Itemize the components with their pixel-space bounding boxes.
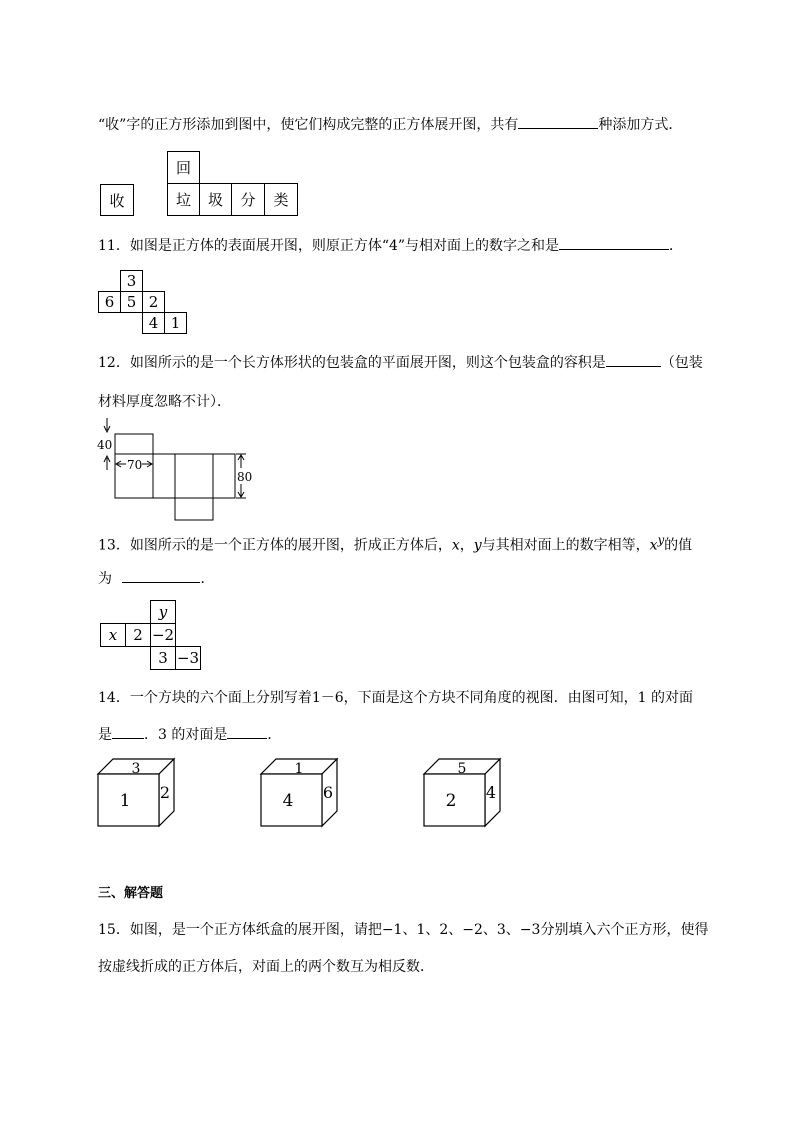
q14-cube-1 <box>97 758 177 830</box>
q14-line2-a: 是 <box>98 727 112 743</box>
q13-cell: 3 <box>150 646 176 670</box>
q11-cell: 6 <box>98 291 121 313</box>
q11-cell: 4 <box>142 312 165 334</box>
q12-net-top-flap <box>115 434 153 454</box>
q13-cell: −3 <box>175 646 201 670</box>
q12-dim-40-label: 40 <box>97 438 113 452</box>
q14-cube-3-top-label: 5 <box>457 761 467 777</box>
q14-answer-blank-2[interactable] <box>227 724 267 739</box>
q10-grid-cell: 垃 <box>167 183 200 216</box>
q13-cell-x-label: x <box>108 626 118 644</box>
q10-answer-blank[interactable] <box>518 114 598 129</box>
q12-answer-blank[interactable] <box>606 352 661 367</box>
q13-power-base: x <box>649 537 658 554</box>
q10-text-b: 种添加方式． <box>598 117 683 133</box>
q12-box-net-figure <box>90 414 270 526</box>
q11-answer-blank[interactable] <box>559 235 669 250</box>
q14-cube-2 <box>260 758 340 830</box>
q12-line2: 材料厚度忽略不计）． <box>98 394 231 410</box>
q13-cell: −2 <box>150 623 176 647</box>
q13-line1-c: 的值 <box>664 537 693 554</box>
q11-cell: 1 <box>164 312 187 334</box>
q13-line1-a: 13．如图所示的是一个正方体的展开图，折成正方体后， <box>98 537 452 554</box>
q11-tail: ． <box>669 238 684 254</box>
q12-dim-80-label: 80 <box>237 470 253 484</box>
q10-grid-cell: 圾 <box>199 183 232 216</box>
q15-line1: 15．如图，是一个正方体纸盒的展开图，请把−1、1、2、−2、3、−3分别填入六个正方形，使得 <box>98 922 709 938</box>
q12-net-face <box>213 454 235 498</box>
q13-power-exp: y <box>657 533 665 547</box>
q14-line2-c: ． <box>267 727 282 743</box>
q10-text <box>98 114 682 135</box>
q14-cube-1-side-label: 2 <box>159 783 171 802</box>
q14-cube-1-front-label: 1 <box>119 791 131 811</box>
q12-net-face <box>153 454 175 498</box>
q11-cell: 5 <box>120 291 143 313</box>
section-heading: 三、解答题 <box>98 886 164 901</box>
q13-answer-blank[interactable] <box>122 568 200 583</box>
q12-net-bottom-flap <box>175 498 213 520</box>
q14-line1: 14．一个方块的六个面上分别写着1－6，下面是这个方块不同角度的视图．由图可知，1 的对面 <box>98 690 693 706</box>
q13-var-x: x <box>451 537 460 554</box>
q11-cell: 3 <box>120 270 143 292</box>
q13-line1 <box>98 530 692 556</box>
q13-cell-y <box>150 600 176 624</box>
q14-cube-2-front-label: 4 <box>282 791 294 811</box>
q13-line2-b: ． <box>200 571 215 587</box>
q14-line2 <box>98 724 281 745</box>
q14-cube-3 <box>423 758 503 830</box>
q11-cell: 2 <box>142 291 165 313</box>
q15-line2: 按虚线折成的正方体后，对面上的两个数互为相反数． <box>98 959 434 975</box>
q14-cube-3-side-label: 4 <box>485 783 497 802</box>
q12-line1-a: 12．如图所示的是一个长方体形状的包装盒的平面展开图，则这个包装盒的容积是 <box>98 355 606 371</box>
q10-grid-cell: 类 <box>264 183 298 216</box>
q13-var-y: y <box>473 537 482 554</box>
q13-line1-b: 与其相对面上的数字相等， <box>481 537 650 554</box>
q14-cube-1-top-label: 3 <box>131 761 141 777</box>
q12-line1 <box>98 352 703 373</box>
q13-cell-y-label: y <box>158 603 168 621</box>
q14-answer-blank-1[interactable] <box>112 724 144 739</box>
q10-text-a: “收”字的正方形添加到图中，使它们构成完整的正方体展开图，共有 <box>98 117 519 133</box>
q10-grid-cell: 分 <box>231 183 265 216</box>
q12-line1-b: （包装 <box>660 355 703 371</box>
q13-cell-x <box>100 623 126 647</box>
q12-dim-70-label: 70 <box>127 458 143 472</box>
q14-line2-b: ．3 的对面是 <box>144 727 228 743</box>
q14-cube-2-side-label: 6 <box>322 783 334 802</box>
q13-line2 <box>98 568 214 589</box>
q13-cell: 2 <box>125 623 151 647</box>
q13-comma: ， <box>459 537 474 554</box>
q14-cube-3-front-label: 2 <box>445 791 457 811</box>
q11-text <box>98 235 683 256</box>
q11-question: 11．如图是正方体的表面展开图，则原正方体“4”与相对面上的数字之和是 <box>98 238 560 254</box>
q10-single-cell: 收 <box>100 184 134 216</box>
q14-cube-2-top-label: 1 <box>294 761 304 777</box>
q12-net-face <box>175 454 213 498</box>
q13-line2-a: 为 <box>98 571 112 587</box>
q10-grid-cell-top: 回 <box>167 151 200 184</box>
